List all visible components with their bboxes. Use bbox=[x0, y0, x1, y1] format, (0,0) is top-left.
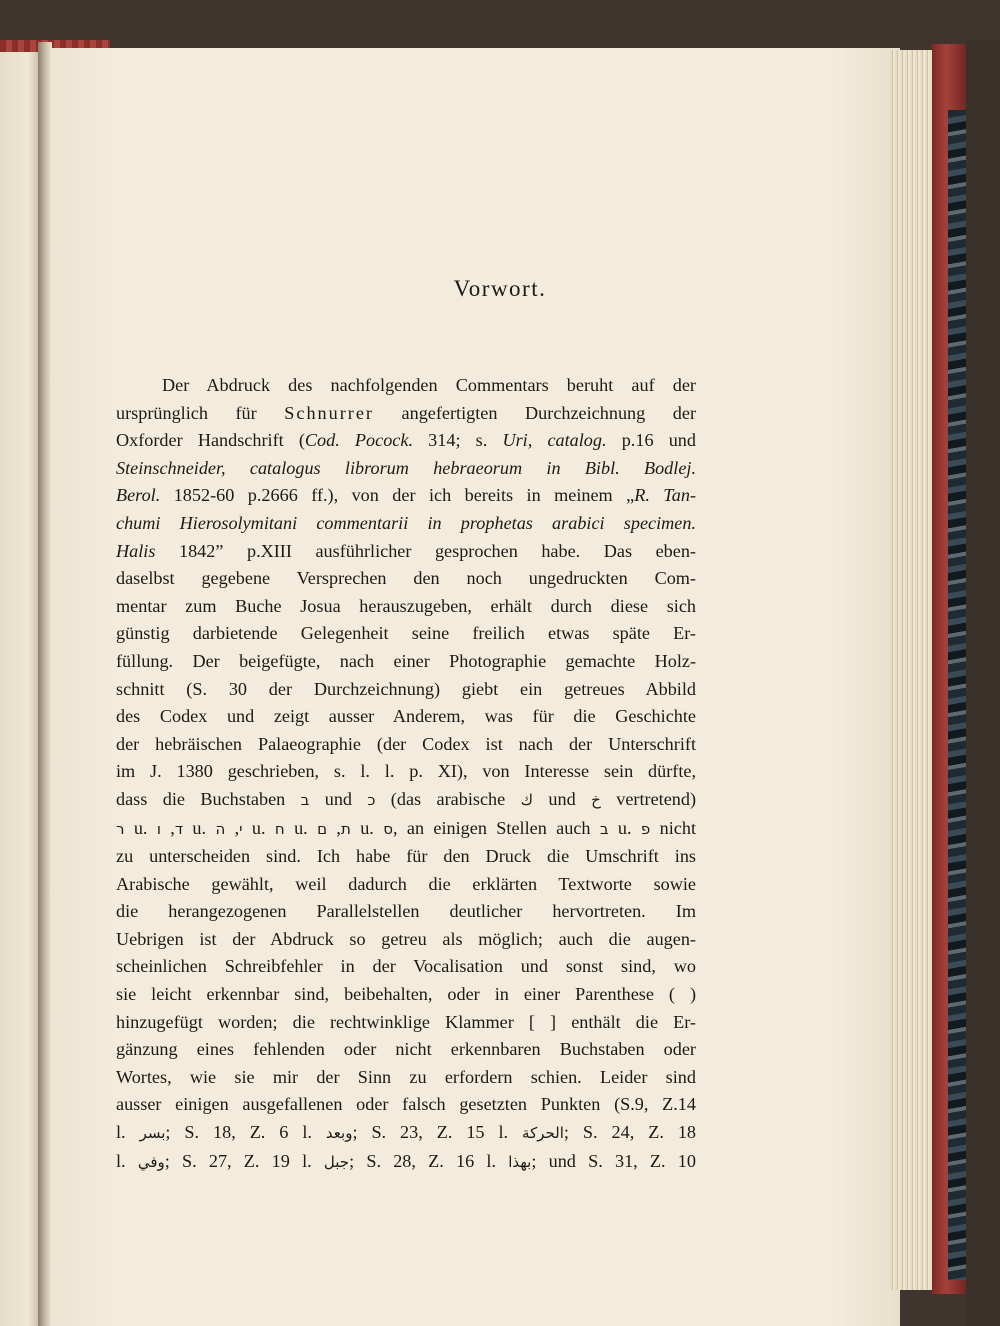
text-line: ursprünglich für Schnurrer angefertigten Durchzeichnung der bbox=[116, 402, 697, 423]
text-line: die herangezogenen Parallelstellen deutlicher hervortreten. Im bbox=[116, 901, 696, 922]
text-line: l. وفي; S. 27, Z. 19 l. جبل; S. 28, Z. 16 l. بهذا; und S. 31, Z. 10 bbox=[116, 1150, 696, 1171]
text-line: Uebrigen ist der Abdruck so getreu als möglich; auch die augen- bbox=[116, 928, 696, 949]
preface-body bbox=[116, 372, 696, 1176]
text-line: ausser einigen ausgefallenen oder falsch gesetzten Punkten (S.9, Z.14 bbox=[116, 1094, 696, 1115]
text-line: hinzugefügt worden; die rechtwinklige Klammer [ ] enthält die Er- bbox=[116, 1011, 696, 1032]
text-line: mentar zum Buche Josua herauszugeben, erhält durch diese sich bbox=[116, 595, 696, 616]
text-line: Berol. 1852-60 p.2666 ff.), von der ich bereits in meinem „R. Tan- bbox=[116, 485, 696, 506]
text-line: der hebräischen Palaeographie (der Codex ist nach der Unterschrift bbox=[116, 733, 696, 754]
text-line: Arabische gewählt, weil dadurch die erklärten Textworte sowie bbox=[116, 873, 696, 894]
text-line: Halis 1842” p.XIII ausführlicher gesprochen habe. Das eben- bbox=[116, 540, 696, 561]
text-line: dass die Buchstaben ב und כ (das arabische ك und خ vertretend) bbox=[116, 788, 697, 809]
page-title: Vorwort. bbox=[453, 276, 547, 301]
text-line: günstig darbietende Gelegenheit seine freilich etwas späte Er- bbox=[116, 623, 696, 644]
text-line: füllung. Der beigefügte, nach einer Photographie gemachte Holz- bbox=[116, 650, 696, 671]
page-stack-edges bbox=[890, 50, 938, 1290]
text-line: Steinschneider, catalogus librorum hebraeorum in Bibl. Bodlej. bbox=[116, 457, 696, 478]
text-line: scheinlichen Schreibfehler in der Vocalisation und sonst sind, wo bbox=[116, 956, 696, 977]
scan-right-edge bbox=[966, 40, 1000, 1326]
text-line: Der Abdruck des nachfolgenden Commentars beruht auf der bbox=[162, 375, 696, 395]
text-line: Oxforder Handschrift (Cod. Pocock. 314; s. Uri, catalog. p.16 und bbox=[116, 430, 696, 451]
text-line: l. بسر; S. 18, Z. 6 l. وبعد; S. 23, Z. 15 l. الحركة; S. 24, Z. 18 bbox=[116, 1122, 697, 1143]
text-line: ר u. ד, ו u. י, ה u. ח u. ת, ם u. ס, an einigen Stellen auch ב u. פ nicht bbox=[116, 817, 697, 838]
text-line: sie leicht erkennbar sind, beibehalten, oder in einer Parenthese ( ) bbox=[116, 984, 696, 1005]
text-line: chumi Hierosolymitani commentarii in prophetas arabici specimen. bbox=[116, 512, 696, 533]
text-line: zu unterscheiden sind. Ich habe für den Druck die Umschrift ins bbox=[116, 846, 696, 867]
text-line: schnitt (S. 30 der Durchzeichnung) giebt ein getreues Abbild bbox=[116, 678, 696, 699]
text-line: im J. 1380 geschrieben, s. l. l. p. XI), von Interesse sein dürfte, bbox=[116, 761, 696, 782]
text-line: gänzung eines fehlenden oder nicht erkennbaren Buchstaben oder bbox=[116, 1039, 696, 1060]
left-page-edge bbox=[0, 40, 40, 1326]
text-line: des Codex und zeigt ausser Anderem, was für die Geschichte bbox=[116, 706, 696, 727]
text-line: Wortes, wie sie mir der Sinn zu erfordern schien. Leider sind bbox=[116, 1066, 696, 1087]
text-line: daselbst gegebene Versprechen den noch ungedruckten Com- bbox=[116, 568, 696, 589]
